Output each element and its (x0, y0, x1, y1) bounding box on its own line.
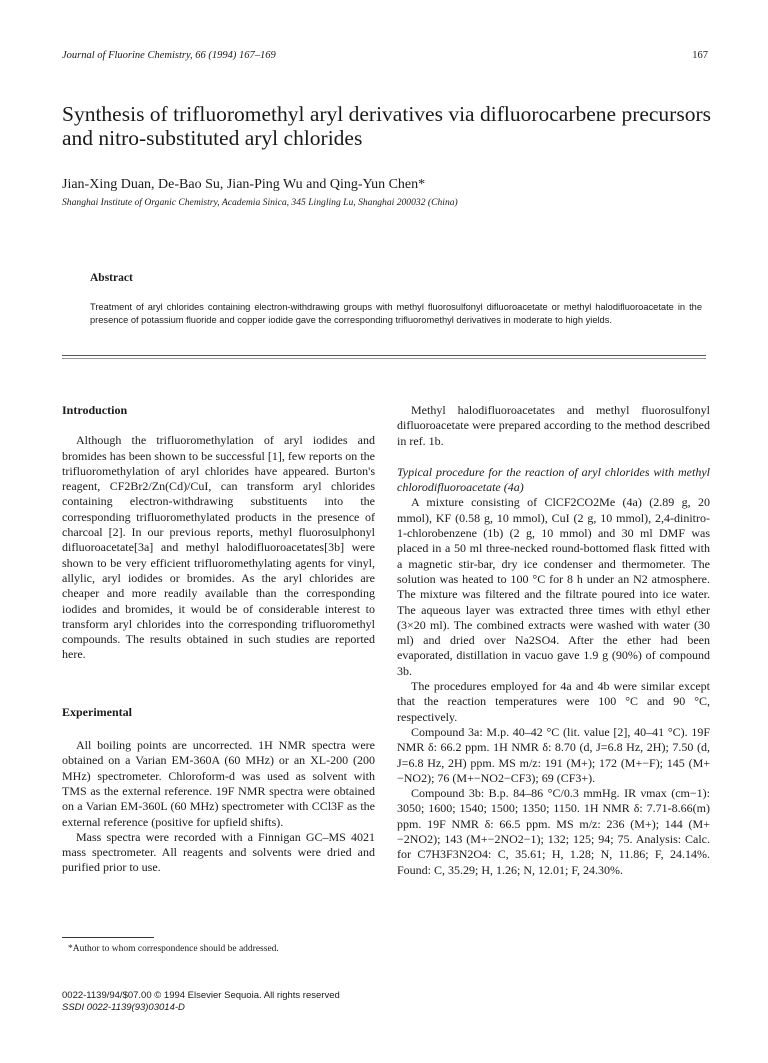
affiliation: Shanghai Institute of Organic Chemistry, Academia Sinica, 345 Lingling Lu, Shanghai 200032 (China) (62, 197, 458, 208)
divider-rule (62, 358, 706, 359)
abstract-text: Treatment of aryl chlorides containing electron-withdrawing groups with methyl fluorosulfonyl difluoroacetate or methyl halodifluoroacetate in the presence of potassium fluoride and copper iodide gave the corresponding trifluoromethyl derivatives in moderate to high yields. (90, 302, 702, 325)
procedure-heading: Typical procedure for the reaction of aryl chlorides with methyl chlorodifluoroacetate (4a) (397, 464, 710, 495)
section-heading-experimental: Experimental (62, 704, 132, 719)
divider-rule (62, 355, 706, 356)
right-column (397, 403, 710, 878)
article-title: Synthesis of trifluoromethyl aryl derivatives via difluorocarbene precursors and nitro-substituted aryl chlorides (62, 102, 711, 150)
experimental-paragraph: Mass spectra were recorded with a Finnigan GC–MS 4021 mass spectrometer. All reagents and solvents were dried and purified prior to use. (62, 829, 375, 875)
copyright-line: 0022-1139/94/$07.00 © 1994 Elsevier Sequoia. All rights reserved (62, 990, 340, 1001)
abstract-section (90, 272, 702, 326)
experimental-paragraph: All boiling points are uncorrected. 1H NMR spectra were obtained on a Varian EM-360A (60 MHz) or an XL-200 (200 MHz) spectrometer. Chloroform-d was used as solvent with TMS as the external reference. 19F NMR spectra were obtained on a Varian EM-360L (60 MHz) spectrometer with CCl3F as the external reference (positive for upfield shifts). (62, 738, 375, 829)
intro-paragraph: Although the trifluoromethylation of aryl iodides and bromides has been shown to be successful [1], few reports on the trifluoromethylation of aryl chlorides have appeared. Burton's reagent, CF2Br2/Zn(Cd)/CuI, can transform aryl chlorides containing electron-withdrawing substituents into the corresponding trifluoromethylated products in the presence of charcoal [2]. In our previous reports, methyl fluorosulphonyl difluoroacetate[3a] and methyl halodifluoroacetates[3b] were shown to be very efficient trifluoromethylating agents for vinyl, allylic, aryl iodides or bromides. As the aryl chlorides are cheaper and more readily available than the corresponding iodides and bromides, it would be of considerable interest to transform aryl chlorides into the corresponding trifluoromethyl compounds. The results obtained in such studies are reported here. (62, 433, 375, 662)
author-list: Jian-Xing Duan, De-Bao Su, Jian-Ping Wu and Qing-Yun Chen* (62, 177, 426, 192)
procedure-paragraph: A mixture consisting of ClCF2CO2Me (4a) (2.89 g, 20 mmol), KF (0.58 g, 10 mmol), CuI (2 g, 10 mmol), 2,4-dinitro-1-chlorobenzene (1b) (2 g, 10 mmol) and 30 ml DMF was placed in a 50 ml three-necked round-bottomed flask fitted with a magnetic stir-bar, dry ice condenser and thermometer. The solution was heated to 100 °C for 8 h under an N2 atmosphere. The mixture was filtered and the filtrate poured into ice water. The aqueous layer was extracted three times with ethyl ether (3×20 ml). The combined extracts were washed with water (30 ml) and dried over Na2SO4. After the ether had been evaporated, distillation in vacuo gave 1.9 g (90%) of compound 3b. (397, 495, 710, 678)
copyright-block (62, 990, 340, 1014)
footnote-rule (62, 937, 154, 938)
journal-citation: Journal of Fluorine Chemistry, 66 (1994) 167–169 (62, 50, 276, 61)
ssdi-line: SSDI 0022-1139(93)03014-D (62, 1002, 185, 1013)
abstract-heading: Abstract (90, 272, 133, 284)
left-column (62, 403, 375, 876)
methods-paragraph: Methyl halodifluoroacetates and methyl fluorosulfonyl difluoroacetate were prepared according to the method described in ref. 1b. (397, 403, 710, 448)
section-heading-introduction: Introduction (62, 403, 128, 417)
footnote: *Author to whom correspondence should be addressed. (68, 944, 279, 954)
compound-data-paragraph: Compound 3b: B.p. 84–86 °C/0.3 mmHg. IR νmax (cm−1): 3050; 1600; 1540; 1500; 1350; 1150. 1H NMR δ: 7.71-8.66(m) ppm. 19F NMR δ: 66.5 ppm. MS m/z: 236 (M+); 144 (M+−2NO2); 143 (M+−2NO2−1); 132; 125; 94; 75. Analysis: Calc. for C7H3F3N2O4: C, 35.61; H, 1.28; N, 11.86; F, 24.14%. Found: C, 35.29; H, 1.26; N, 12.01; F, 24.30%. (397, 786, 710, 877)
procedure-paragraph: The procedures employed for 4a and 4b were similar except that the reaction temperatures were 100 °C and 90 °C, respectively. (397, 679, 710, 724)
compound-data-paragraph: Compound 3a: M.p. 40–42 °C (lit. value [2], 40–41 °C). 19F NMR δ: 66.2 ppm. 1H NMR δ: 8.70 (d, J=6.8 Hz, 2H); 7.50 (d, J=6.8 Hz, 2H) ppm. MS m/z: 191 (M+); 172 (M+−F); 145 (M+−NO2); 76 (M+−NO2−CF3); 69 (CF3+). (397, 724, 710, 785)
page-number: 167 (692, 50, 708, 61)
